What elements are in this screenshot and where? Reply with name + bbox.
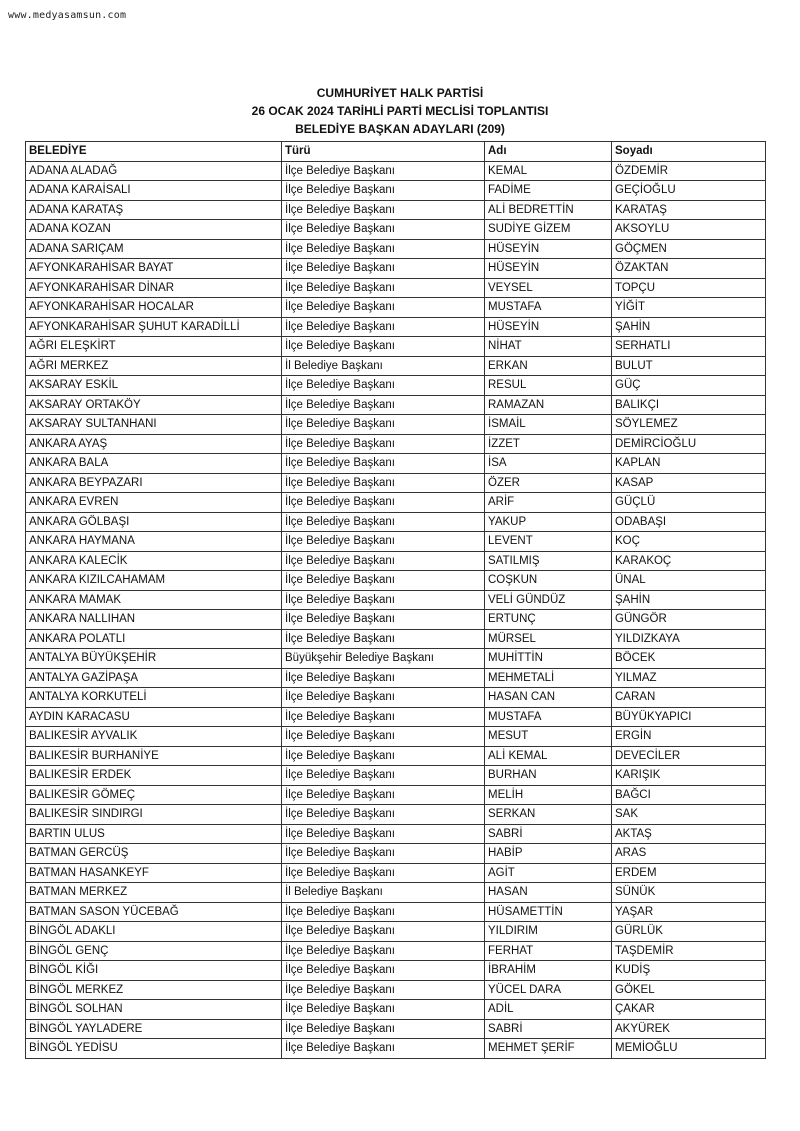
table-row — [26, 239, 766, 259]
table-row — [26, 259, 766, 279]
cell-type: İlçe Belediye Başkanı — [282, 415, 485, 435]
cell-municipality: ANKARA NALLIHAN — [26, 610, 282, 630]
cell-first-name: BURHAN — [485, 766, 612, 786]
cell-type: İlçe Belediye Başkanı — [282, 1039, 485, 1059]
table-body — [26, 161, 766, 1058]
cell-municipality: ADANA KARAİSALI — [26, 181, 282, 201]
party-title: CUMHURİYET HALK PARTİSİ — [316, 86, 484, 100]
cell-municipality: ANKARA MAMAK — [26, 590, 282, 610]
cell-type: İlçe Belediye Başkanı — [282, 610, 485, 630]
table-row — [26, 220, 766, 240]
cell-first-name: MEHMET ŞERİF — [485, 1039, 612, 1059]
cell-first-name: İBRAHİM — [485, 961, 612, 981]
cell-municipality: ADANA SARIÇAM — [26, 239, 282, 259]
cell-last-name: AKSOYLU — [612, 220, 766, 240]
cell-municipality: AYDIN KARACASU — [26, 707, 282, 727]
cell-first-name: SERKAN — [485, 805, 612, 825]
table-row — [26, 766, 766, 786]
table-row — [26, 1019, 766, 1039]
cell-first-name: AGİT — [485, 863, 612, 883]
list-title: BELEDİYE BAŞKAN ADAYLARI (209) — [295, 122, 505, 136]
cell-first-name: HASAN — [485, 883, 612, 903]
cell-last-name: KUDİŞ — [612, 961, 766, 981]
cell-first-name: YILDIRIM — [485, 922, 612, 942]
cell-municipality: ANKARA GÖLBAŞI — [26, 512, 282, 532]
table-row — [26, 337, 766, 357]
cell-first-name: YÜCEL DARA — [485, 980, 612, 1000]
cell-municipality: BATMAN MERKEZ — [26, 883, 282, 903]
cell-first-name: ÖZER — [485, 473, 612, 493]
cell-last-name: AKYÜREK — [612, 1019, 766, 1039]
table-row — [26, 902, 766, 922]
table-row — [26, 610, 766, 630]
cell-municipality: BALIKESİR BURHANİYE — [26, 746, 282, 766]
cell-last-name: ÖZAKTAN — [612, 259, 766, 279]
table-row — [26, 200, 766, 220]
table-row — [26, 863, 766, 883]
table-row — [26, 688, 766, 708]
table-row — [26, 980, 766, 1000]
table-header-row — [26, 142, 766, 162]
meeting-title: 26 OCAK 2024 TARİHLİ PARTİ MECLİSİ TOPLANTISI — [251, 104, 549, 118]
table-row — [26, 590, 766, 610]
cell-last-name: GÜRLÜK — [612, 922, 766, 942]
cell-last-name: GÜNGÖR — [612, 610, 766, 630]
cell-type: İlçe Belediye Başkanı — [282, 785, 485, 805]
cell-first-name: KEMAL — [485, 161, 612, 181]
cell-type: İlçe Belediye Başkanı — [282, 434, 485, 454]
cell-last-name: ERGİN — [612, 727, 766, 747]
cell-last-name: ÇAKAR — [612, 1000, 766, 1020]
cell-last-name: TAŞDEMİR — [612, 941, 766, 961]
table-row — [26, 805, 766, 825]
table-row — [26, 454, 766, 474]
cell-type: İlçe Belediye Başkanı — [282, 220, 485, 240]
cell-municipality: BİNGÖL ADAKLI — [26, 922, 282, 942]
cell-type: İlçe Belediye Başkanı — [282, 317, 485, 337]
cell-first-name: ALİ BEDRETTİN — [485, 200, 612, 220]
cell-first-name: ERTUNÇ — [485, 610, 612, 630]
table-row — [26, 707, 766, 727]
cell-first-name: SABRİ — [485, 1019, 612, 1039]
cell-last-name: YİĞİT — [612, 298, 766, 318]
cell-municipality: AFYONKARAHİSAR HOCALAR — [26, 298, 282, 318]
cell-first-name: ADİL — [485, 1000, 612, 1020]
cell-last-name: YAŞAR — [612, 902, 766, 922]
cell-last-name: BAĞCI — [612, 785, 766, 805]
cell-type: İlçe Belediye Başkanı — [282, 571, 485, 591]
cell-last-name: GÜÇLÜ — [612, 493, 766, 513]
table-row — [26, 629, 766, 649]
cell-municipality: BİNGÖL YEDİSU — [26, 1039, 282, 1059]
cell-type: İlçe Belediye Başkanı — [282, 376, 485, 396]
table-row — [26, 181, 766, 201]
table-row — [26, 298, 766, 318]
cell-type: İlçe Belediye Başkanı — [282, 200, 485, 220]
cell-municipality: ANKARA POLATLI — [26, 629, 282, 649]
cell-first-name: SABRİ — [485, 824, 612, 844]
cell-type: İlçe Belediye Başkanı — [282, 980, 485, 1000]
cell-first-name: COŞKUN — [485, 571, 612, 591]
column-header-last-name: Soyadı — [612, 142, 766, 162]
column-header-municipality: BELEDİYE — [26, 142, 282, 162]
cell-municipality: AKSARAY ORTAKÖY — [26, 395, 282, 415]
cell-first-name: MELİH — [485, 785, 612, 805]
cell-municipality: ADANA KOZAN — [26, 220, 282, 240]
cell-last-name: KAPLAN — [612, 454, 766, 474]
cell-type: İlçe Belediye Başkanı — [282, 532, 485, 552]
cell-type: İlçe Belediye Başkanı — [282, 629, 485, 649]
cell-municipality: AFYONKARAHİSAR BAYAT — [26, 259, 282, 279]
table-row — [26, 532, 766, 552]
cell-type: İlçe Belediye Başkanı — [282, 298, 485, 318]
cell-last-name: CARAN — [612, 688, 766, 708]
cell-municipality: AFYONKARAHİSAR ŞUHUT KARADİLLİ — [26, 317, 282, 337]
cell-last-name: AKTAŞ — [612, 824, 766, 844]
cell-type: İlçe Belediye Başkanı — [282, 239, 485, 259]
cell-first-name: HÜSEYİN — [485, 259, 612, 279]
cell-first-name: RESUL — [485, 376, 612, 396]
cell-first-name: FADİME — [485, 181, 612, 201]
cell-last-name: GÖKEL — [612, 980, 766, 1000]
cell-type: İlçe Belediye Başkanı — [282, 902, 485, 922]
cell-type: İlçe Belediye Başkanı — [282, 512, 485, 532]
cell-last-name: KARAKOÇ — [612, 551, 766, 571]
cell-type: İlçe Belediye Başkanı — [282, 1019, 485, 1039]
cell-type: İlçe Belediye Başkanı — [282, 473, 485, 493]
cell-type: İlçe Belediye Başkanı — [282, 590, 485, 610]
cell-type: İlçe Belediye Başkanı — [282, 863, 485, 883]
table-row — [26, 278, 766, 298]
cell-municipality: AKSARAY ESKİL — [26, 376, 282, 396]
cell-first-name: ERKAN — [485, 356, 612, 376]
cell-last-name: SERHATLI — [612, 337, 766, 357]
cell-first-name: İSMAİL — [485, 415, 612, 435]
table-row — [26, 415, 766, 435]
cell-first-name: VEYSEL — [485, 278, 612, 298]
cell-municipality: ANKARA KIZILCAHAMAM — [26, 571, 282, 591]
table-row — [26, 571, 766, 591]
cell-type: İlçe Belediye Başkanı — [282, 395, 485, 415]
cell-municipality: AĞRI ELEŞKİRT — [26, 337, 282, 357]
cell-municipality: ANKARA HAYMANA — [26, 532, 282, 552]
cell-last-name: BÖCEK — [612, 649, 766, 669]
cell-first-name: SUDİYE GİZEM — [485, 220, 612, 240]
cell-last-name: KARATAŞ — [612, 200, 766, 220]
table-row — [26, 493, 766, 513]
cell-municipality: ANTALYA BÜYÜKŞEHİR — [26, 649, 282, 669]
cell-municipality: ANKARA KALECİK — [26, 551, 282, 571]
cell-municipality: ANKARA EVREN — [26, 493, 282, 513]
cell-type: İlçe Belediye Başkanı — [282, 493, 485, 513]
cell-first-name: MUSTAFA — [485, 707, 612, 727]
cell-last-name: ARAS — [612, 844, 766, 864]
cell-type: İlçe Belediye Başkanı — [282, 746, 485, 766]
table-row — [26, 824, 766, 844]
table-row — [26, 395, 766, 415]
cell-municipality: AFYONKARAHİSAR DİNAR — [26, 278, 282, 298]
cell-type: Büyükşehir Belediye Başkanı — [282, 649, 485, 669]
cell-type: İlçe Belediye Başkanı — [282, 454, 485, 474]
cell-type: İlçe Belediye Başkanı — [282, 805, 485, 825]
cell-last-name: GEÇİOĞLU — [612, 181, 766, 201]
cell-type: İlçe Belediye Başkanı — [282, 766, 485, 786]
cell-first-name: MESUT — [485, 727, 612, 747]
cell-last-name: DEMİRCİOĞLU — [612, 434, 766, 454]
column-header-type: Türü — [282, 142, 485, 162]
cell-first-name: RAMAZAN — [485, 395, 612, 415]
cell-type: İlçe Belediye Başkanı — [282, 707, 485, 727]
cell-municipality: BALIKESİR AYVALIK — [26, 727, 282, 747]
cell-municipality: ANTALYA GAZİPAŞA — [26, 668, 282, 688]
cell-type: İlçe Belediye Başkanı — [282, 337, 485, 357]
cell-municipality: ANTALYA KORKUTELİ — [26, 688, 282, 708]
cell-first-name: HASAN CAN — [485, 688, 612, 708]
table-row — [26, 649, 766, 669]
cell-municipality: BİNGÖL YAYLADERE — [26, 1019, 282, 1039]
cell-first-name: MUHİTTİN — [485, 649, 612, 669]
table-row — [26, 317, 766, 337]
candidates-table — [25, 141, 766, 1059]
cell-type: İl Belediye Başkanı — [282, 356, 485, 376]
table-row — [26, 668, 766, 688]
cell-first-name: HÜSEYİN — [485, 317, 612, 337]
table-row — [26, 961, 766, 981]
cell-type: İlçe Belediye Başkanı — [282, 668, 485, 688]
cell-municipality: AĞRI MERKEZ — [26, 356, 282, 376]
cell-type: İlçe Belediye Başkanı — [282, 181, 485, 201]
table-row — [26, 844, 766, 864]
table-row — [26, 356, 766, 376]
cell-last-name: KARIŞIK — [612, 766, 766, 786]
cell-first-name: YAKUP — [485, 512, 612, 532]
cell-last-name: SAK — [612, 805, 766, 825]
cell-last-name: GÜÇ — [612, 376, 766, 396]
cell-type: İlçe Belediye Başkanı — [282, 941, 485, 961]
table-row — [26, 941, 766, 961]
cell-last-name: SÜNÜK — [612, 883, 766, 903]
cell-last-name: KASAP — [612, 473, 766, 493]
cell-municipality: BİNGÖL MERKEZ — [26, 980, 282, 1000]
cell-last-name: SÖYLEMEZ — [612, 415, 766, 435]
cell-municipality: AKSARAY SULTANHANI — [26, 415, 282, 435]
table-row — [26, 473, 766, 493]
table-row — [26, 434, 766, 454]
cell-municipality: BARTIN ULUS — [26, 824, 282, 844]
cell-last-name: ÜNAL — [612, 571, 766, 591]
cell-municipality: BATMAN SASON YÜCEBAĞ — [26, 902, 282, 922]
cell-first-name: ARİF — [485, 493, 612, 513]
cell-first-name: VELİ GÜNDÜZ — [485, 590, 612, 610]
cell-first-name: MEHMETALİ — [485, 668, 612, 688]
column-header-first-name: Adı — [485, 142, 612, 162]
cell-first-name: HÜSEYİN — [485, 239, 612, 259]
cell-type: İlçe Belediye Başkanı — [282, 551, 485, 571]
cell-last-name: DEVECİLER — [612, 746, 766, 766]
table-row — [26, 376, 766, 396]
cell-municipality: BATMAN HASANKEYF — [26, 863, 282, 883]
cell-type: İlçe Belediye Başkanı — [282, 259, 485, 279]
cell-type: İlçe Belediye Başkanı — [282, 688, 485, 708]
cell-first-name: SATILMIŞ — [485, 551, 612, 571]
cell-type: İlçe Belediye Başkanı — [282, 278, 485, 298]
cell-last-name: YILMAZ — [612, 668, 766, 688]
cell-last-name: ERDEM — [612, 863, 766, 883]
table-row — [26, 161, 766, 181]
cell-municipality: ANKARA BEYPAZARI — [26, 473, 282, 493]
cell-municipality: BİNGÖL GENÇ — [26, 941, 282, 961]
cell-first-name: HABİP — [485, 844, 612, 864]
cell-municipality: ANKARA AYAŞ — [26, 434, 282, 454]
cell-first-name: MUSTAFA — [485, 298, 612, 318]
cell-municipality: BALIKESİR GÖMEÇ — [26, 785, 282, 805]
cell-last-name: ODABAŞI — [612, 512, 766, 532]
table-row — [26, 551, 766, 571]
table-row — [26, 727, 766, 747]
cell-municipality: BİNGÖL KİĞI — [26, 961, 282, 981]
cell-type: İlçe Belediye Başkanı — [282, 161, 485, 181]
cell-type: İlçe Belediye Başkanı — [282, 844, 485, 864]
cell-last-name: GÖÇMEN — [612, 239, 766, 259]
cell-type: İl Belediye Başkanı — [282, 883, 485, 903]
cell-municipality: ANKARA BALA — [26, 454, 282, 474]
cell-last-name: KOÇ — [612, 532, 766, 552]
cell-type: İlçe Belediye Başkanı — [282, 922, 485, 942]
table-row — [26, 1039, 766, 1059]
cell-municipality: BATMAN GERCÜŞ — [26, 844, 282, 864]
cell-last-name: YILDIZKAYA — [612, 629, 766, 649]
cell-municipality: BİNGÖL SOLHAN — [26, 1000, 282, 1020]
table-row — [26, 512, 766, 532]
table-row — [26, 785, 766, 805]
cell-last-name: ŞAHİN — [612, 317, 766, 337]
table-row — [26, 1000, 766, 1020]
cell-type: İlçe Belediye Başkanı — [282, 1000, 485, 1020]
cell-first-name: İZZET — [485, 434, 612, 454]
cell-first-name: MÜRSEL — [485, 629, 612, 649]
cell-municipality: BALIKESİR ERDEK — [26, 766, 282, 786]
cell-last-name: ÖZDEMİR — [612, 161, 766, 181]
cell-last-name: ŞAHİN — [612, 590, 766, 610]
cell-type: İlçe Belediye Başkanı — [282, 727, 485, 747]
cell-last-name: BÜYÜKYAPICI — [612, 707, 766, 727]
table-row — [26, 746, 766, 766]
cell-first-name: HÜSAMETTİN — [485, 902, 612, 922]
cell-type: İlçe Belediye Başkanı — [282, 961, 485, 981]
cell-first-name: LEVENT — [485, 532, 612, 552]
cell-last-name: TOPÇU — [612, 278, 766, 298]
cell-first-name: ALİ KEMAL — [485, 746, 612, 766]
cell-first-name: İSA — [485, 454, 612, 474]
cell-first-name: NİHAT — [485, 337, 612, 357]
cell-last-name: BULUT — [612, 356, 766, 376]
cell-municipality: BALIKESİR SINDIRGI — [26, 805, 282, 825]
cell-municipality: ADANA KARATAŞ — [26, 200, 282, 220]
table-row — [26, 883, 766, 903]
table-row — [26, 922, 766, 942]
cell-first-name: FERHAT — [485, 941, 612, 961]
cell-last-name: MEMİOĞLU — [612, 1039, 766, 1059]
cell-type: İlçe Belediye Başkanı — [282, 824, 485, 844]
watermark-url: www.medyasamsun.com — [8, 10, 127, 21]
cell-last-name: BALIKÇI — [612, 395, 766, 415]
cell-municipality: ADANA ALADAĞ — [26, 161, 282, 181]
